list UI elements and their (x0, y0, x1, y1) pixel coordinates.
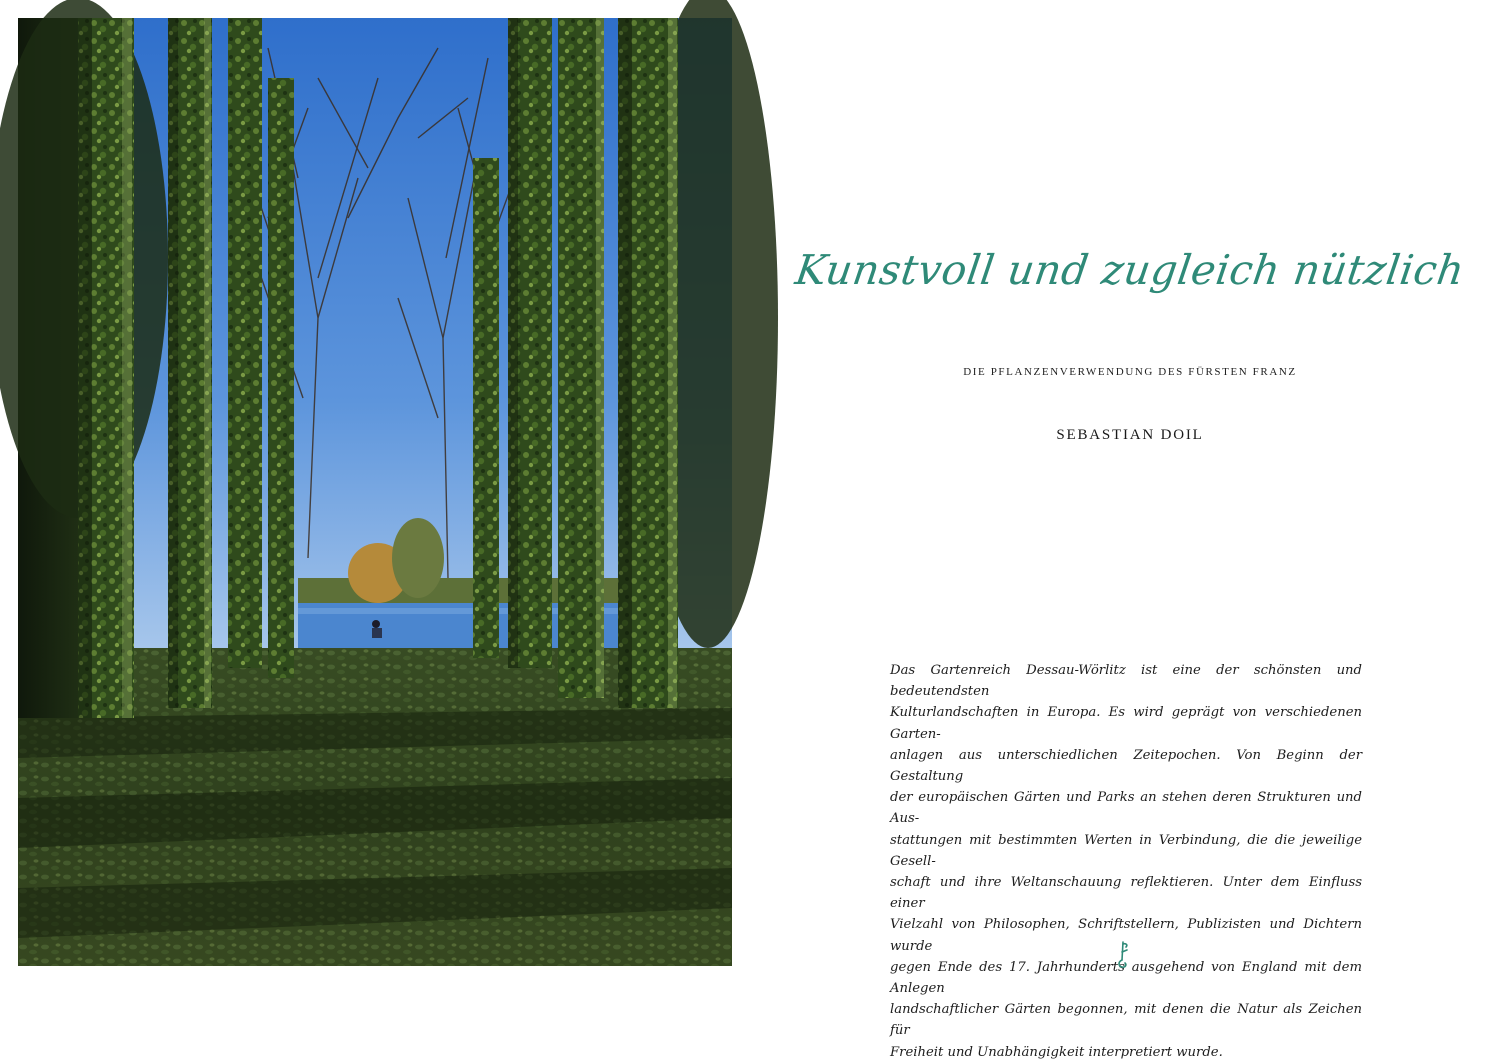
chapter-title: Kunstvoll und zugleich nützlich (792, 246, 1468, 294)
body-line: Vielzahl von Philosophen, Schriftstellern, Publizisten und Dichtern wurde (890, 917, 1362, 954)
body-line: schaft und ihre Weltanschauung reflektieren. Unter dem Einfluss einer (890, 875, 1362, 912)
body-line: gegen Ende des 17. Jahrhunderts ausgehend von England mit dem Anlegen (890, 959, 1362, 997)
body-line: Freiheit und Unabhängigkeit interpretiert wurde. (890, 1044, 1223, 1060)
body-line: Das Gartenreich Dessau-Wörlitz ist eine der schönsten und bedeutendsten (890, 663, 1362, 700)
body-line: Kulturlandschaften in Europa. Es wird geprägt von verschiedenen Garten- (890, 705, 1362, 742)
body-line: der europäischen Gärten und Parks an stehen deren Strukturen und Aus- (890, 790, 1362, 827)
body-paragraph (890, 660, 1362, 1063)
author-name: SEBASTIAN DOIL (1056, 427, 1204, 443)
body-line: landschaftlicher Gärten begonnen, mit denen die Natur als Zeichen für (890, 1002, 1362, 1039)
avenue-photo (18, 18, 732, 966)
photo-illustration (18, 18, 732, 966)
chapter-subtitle: DIE PFLANZENVERWENDUNG DES FÜRSTEN FRANZ (963, 366, 1297, 378)
spade-ornament-icon (1112, 938, 1136, 970)
body-line: stattungen mit bestimmten Werten in Verbindung, die die jeweilige Gesell- (890, 832, 1362, 869)
right-page (760, 0, 1500, 1060)
body-line: anlagen aus unterschiedlichen Zeitepochen. Von Beginn der Gestaltung (890, 747, 1362, 785)
